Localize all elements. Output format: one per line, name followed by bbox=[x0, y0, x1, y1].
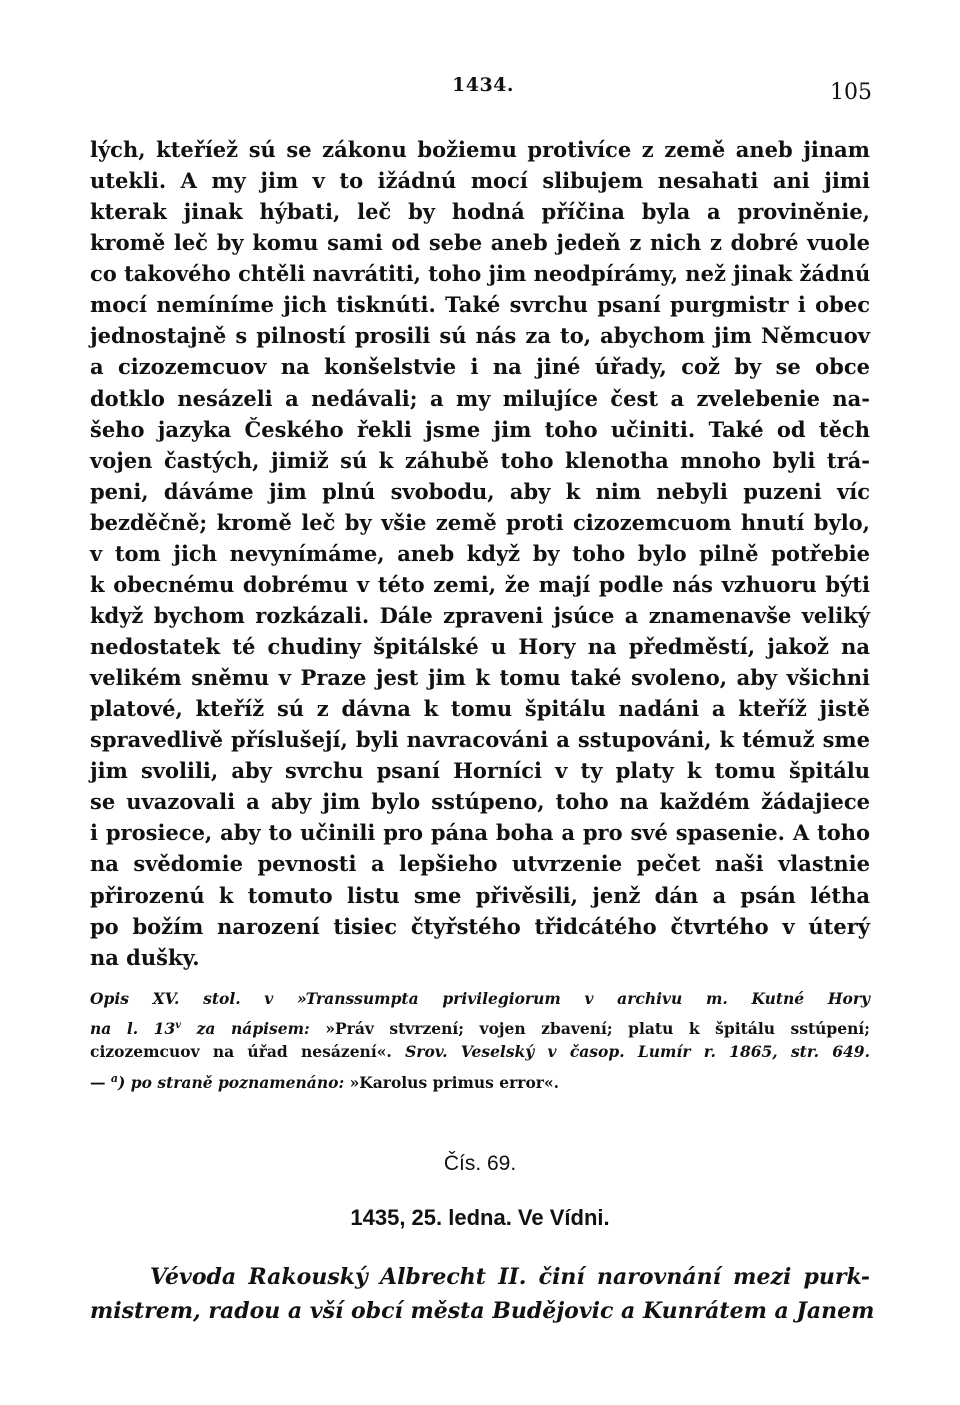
regest-line: mistrem, radou a vší obcí města Budějovic a Kunrátem a Janem bbox=[90, 1298, 875, 1324]
body-text-line: i prosiece, aby to učinili pro pána boha a pro své spasenie. A toho bbox=[90, 820, 870, 846]
note-source: Opis XV. stol. v »Transsumpta privilegiorum v archivu m. Kutné Hory bbox=[90, 989, 870, 1008]
editorial-note bbox=[90, 986, 870, 1092]
body-text-line: lých, kteříež sú se zákonu božiemu protivíce z země aneb jinam bbox=[90, 137, 870, 162]
note-footnote-marker: a bbox=[110, 1071, 119, 1085]
regest-line: Vévoda Rakouský Albrecht II. činí narovnání mezi purk- bbox=[150, 1264, 870, 1290]
page-number: 105 bbox=[830, 80, 872, 105]
running-head-year: 1434. bbox=[452, 74, 514, 96]
body-text-line: se uvazovali a aby jim bylo sstúpeno, toho na každém žádajiece bbox=[90, 789, 870, 815]
document-date-place: 1435, 25. ledna. Ve Vídni. bbox=[350, 1205, 610, 1230]
body-text-line: kromě leč by komu sami od sebe aneb jedeň z nich z dobré vuole bbox=[90, 230, 870, 256]
body-text-line: velikém sněmu v Praze jest jim k tomu také svoleno, aby všichni bbox=[90, 665, 870, 691]
body-text-line: přirozenú k tomuto listu sme přivěsili, jenž dán a psán létha bbox=[90, 882, 870, 908]
note-caption: »Práv stvrzení; vojen zbavení; platu k špitálu sstúpení; bbox=[325, 1018, 870, 1038]
document-number: Čís. 69. bbox=[443, 1152, 517, 1175]
body-text-line: šeho jazyka Českého řekli jsme jim toho učiniti. Také od těch bbox=[90, 416, 870, 442]
note-folio-verso: v bbox=[175, 1019, 182, 1031]
charter-body-text bbox=[90, 134, 870, 973]
body-text-line: v tom jich nevynímáme, aneb když by toho bylo pilně potřebie bbox=[90, 540, 870, 566]
note-dash: — bbox=[90, 1072, 111, 1092]
body-text-line: na dušky. bbox=[90, 944, 200, 970]
body-text-line: bezděčně; kromě leč by všie země proti cizozemcuom hnutí bylo, bbox=[90, 509, 870, 535]
body-text-line: když bychom rozkázali. Dále zpraveni jsúce a znamenavše veliký bbox=[90, 602, 870, 628]
note-marginal-label: ) po straně poznamenáno: bbox=[118, 1072, 350, 1092]
body-text-line: vojen častých, jimiž sú k záhubě toho klenotha mnoho byli trá- bbox=[90, 447, 870, 473]
body-text-line: co takového chtěli navrátiti, toho jim neodpírámy, než jinak žádnú bbox=[90, 261, 871, 287]
note-caption-label: za nápisem: bbox=[181, 1018, 326, 1038]
body-text-line: jim svolili, aby svrchu psaní Horníci v ty platy k tomu špitálu bbox=[90, 758, 870, 784]
note-line bbox=[90, 986, 870, 1013]
body-text-line: jednostajně s pilností prosili sú nás za to, abychom jim Němcuov bbox=[90, 323, 870, 349]
note-caption-end: cizozemcuov na úřad nesázení«. bbox=[90, 1042, 406, 1061]
document-regest bbox=[90, 1260, 875, 1328]
body-text-line: platové, kteříž sú z dávna k tomu špitálu nadáni a kteříž jistě bbox=[90, 696, 870, 722]
note-line bbox=[90, 1066, 870, 1093]
body-text-line: po božím narození tisiec čtyřstého třidcátého čtvrtého v úterý bbox=[90, 913, 870, 939]
note-reference: Srov. Veselský v časop. Lumír r. 1865, str. 649. bbox=[405, 1042, 870, 1061]
note-marginal-text: »Karolus primus error«. bbox=[349, 1072, 560, 1092]
body-text-line: mocí nemíníme jich tisknúti. Také svrchu psaní purgmistr i obec bbox=[90, 292, 870, 318]
body-text-line: a cizozemcuov na konšelstvie i na jiné úřady, což by se obce bbox=[90, 354, 870, 380]
note-line bbox=[90, 1039, 870, 1066]
note-folio: na l. 13 bbox=[90, 1018, 176, 1038]
body-text-line: nedostatek té chudiny špitálské u Hory na předměstí, jakož na bbox=[90, 634, 870, 659]
body-text-line: peni, dáváme jim plnú svobodu, aby k nim nebyli puzeni víc bbox=[90, 478, 870, 504]
body-text-line: na svědomie pevnosti a lepšieho utvrzenie pečet naši vlastnie bbox=[90, 851, 870, 877]
body-text-line: kterak jinak hýbati, leč by hodná příčina byla a proviněnie, bbox=[90, 199, 870, 225]
body-text-line: dotklo nesázeli a nedávali; a my milujíce čest a zvelebenie na- bbox=[90, 385, 870, 411]
body-text-line: utekli. A my jim v to ižádnú mocí slibujem nesahati ani jimi bbox=[90, 168, 870, 194]
body-text-line: spravedlivě příslušejí, byli navracováni a sstupováni, k témuž sme bbox=[90, 727, 870, 753]
body-text-line: k obecnému dobrému v této zemi, že mají podle nás vzhuoru býti bbox=[90, 571, 870, 597]
note-line bbox=[90, 1013, 870, 1040]
